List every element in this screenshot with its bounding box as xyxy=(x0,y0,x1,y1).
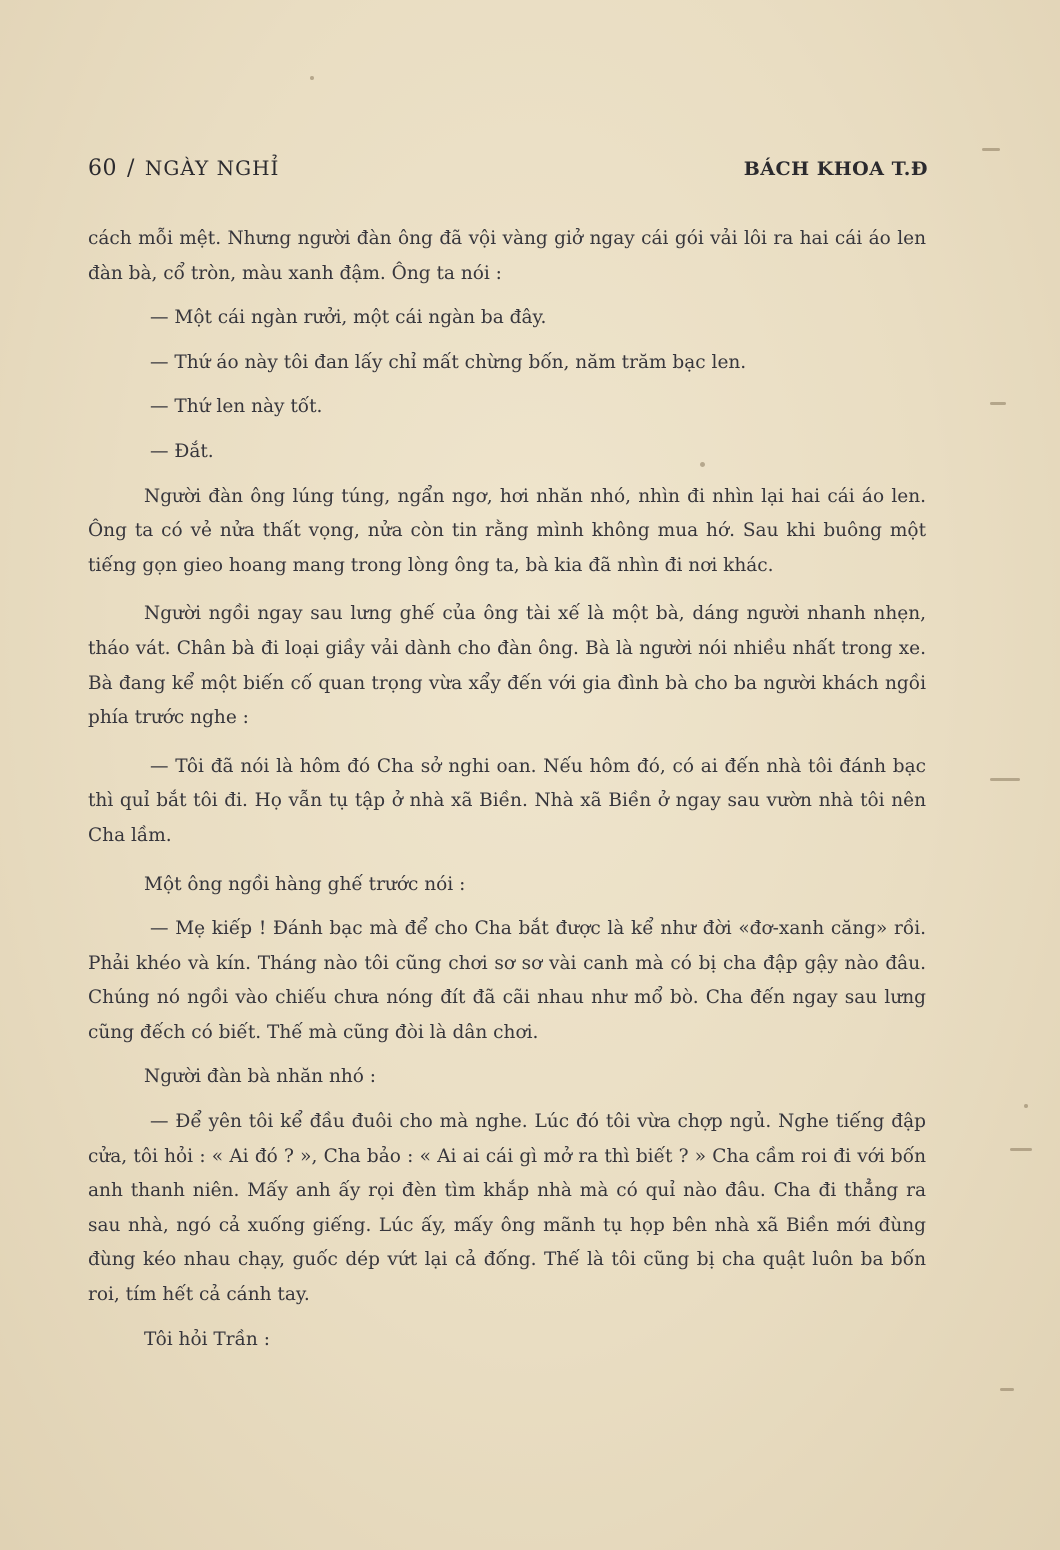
print-speck xyxy=(310,76,314,80)
paragraph: cách mỗi mệt. Nhưng người đàn ông đã vội vàng giở ngay cái gói vải lôi ra hai cái áo len đàn bà, cổ tròn, màu xanh đậm. Ông ta nói : xyxy=(88,228,926,284)
header-left xyxy=(88,156,279,181)
dialogue-line: — Để yên tôi kể đầu đuôi cho mà nghe. Lúc đó tôi vừa chợp ngủ. Nghe tiếng đập cửa, tôi hỏi : « Ai đó ? », Cha bảo : « Ai ai cái gì mở ra thì biết ? » Cha cầm roi đi với bốn anh thanh niên. Mấy anh ấy rọi đèn tìm khắp nhà mà có quỉ nào đâu. Cha đi thẳng ra sau nhà, ngó cả xuống giếng. Lúc ấy, mấy ông mãnh tụ họp bên nhà xã Biền mới đùng đùng kéo nhau chạy, guốc dép vứt lại cả đống. Thế là tôi cũng bị cha quật luôn ba bốn roi, tím hết cả cánh tay. xyxy=(88,1111,926,1306)
article-body xyxy=(88,222,926,1357)
print-speck xyxy=(982,148,1000,151)
dialogue-line: — Thứ len này tốt. xyxy=(150,396,323,418)
running-header xyxy=(88,156,928,190)
dialogue-line: — Tôi đã nói là hôm đó Cha sở nghi oan. Nếu hôm đó, có ai đến nhà tôi đánh bạc thì quỉ bắt tôi đi. Họ vẫn tụ tập ở nhà xã Biền. Nhà xã Biền ở ngay sau vườn nhà tôi nên Cha lầm. xyxy=(88,755,926,846)
print-speck xyxy=(1024,1104,1028,1108)
dialogue-line: — Đắt. xyxy=(150,440,214,462)
paragraph: Người đàn ông lúng túng, ngẩn ngơ, hơi nhăn nhó, nhìn đi nhìn lại hai cái áo len. Ông ta có vẻ nửa thất vọng, nửa còn tin rằng mình không mua hớ. Sau khi buông một tiếng gọn gieo hoang mang trong lòng ông ta, bà kia đã nhìn đi nơi khác. xyxy=(88,485,926,576)
paragraph: Người đàn bà nhăn nhó : xyxy=(144,1066,377,1088)
paragraph: Tôi hỏi Trần : xyxy=(144,1328,270,1350)
print-speck xyxy=(1010,1148,1032,1151)
dialogue-line: — Mẹ kiếp ! Đánh bạc mà để cho Cha bắt được là kể như đời «đơ-xanh căng» rồi. Phải khéo và kín. Tháng nào tôi cũng chơi sơ sơ vài canh mà có bị cha đập gậy nào đâu. Chúng nó ngồi vào chiếu chưa nóng đít đã cãi nhau như mổ bò. Cha đến ngay sau lưng cũng đếch có biết. Thế mà cũng đòi là dân chơi. xyxy=(88,918,926,1043)
section-title: NGÀY NGHỈ xyxy=(144,156,280,180)
dialogue-line: — Một cái ngàn rưởi, một cái ngàn ba đây. xyxy=(150,307,547,329)
paragraph: Người ngồi ngay sau lưng ghế của ông tài xế là một bà, dáng người nhanh nhẹn, tháo vát. Chân bà đi loại giầy vải dành cho đàn ông. Bà là người nói nhiều nhất trong xe. Bà đang kể một biến cố quan trọng vừa xẩy đến với gia đình bà cho ba người khách ngồi phía trước nghe : xyxy=(88,603,926,729)
header-separator: / xyxy=(127,156,135,181)
print-speck xyxy=(1000,1388,1014,1391)
publication-name: BÁCH KHOA T.Đ xyxy=(743,158,928,180)
page-number: 60 xyxy=(88,156,117,181)
paragraph: Một ông ngồi hàng ghế trước nói : xyxy=(144,873,466,895)
print-speck xyxy=(990,778,1020,781)
print-speck xyxy=(990,402,1006,405)
dialogue-line: — Thứ áo này tôi đan lấy chỉ mất chừng bốn, năm trăm bạc len. xyxy=(150,351,747,373)
